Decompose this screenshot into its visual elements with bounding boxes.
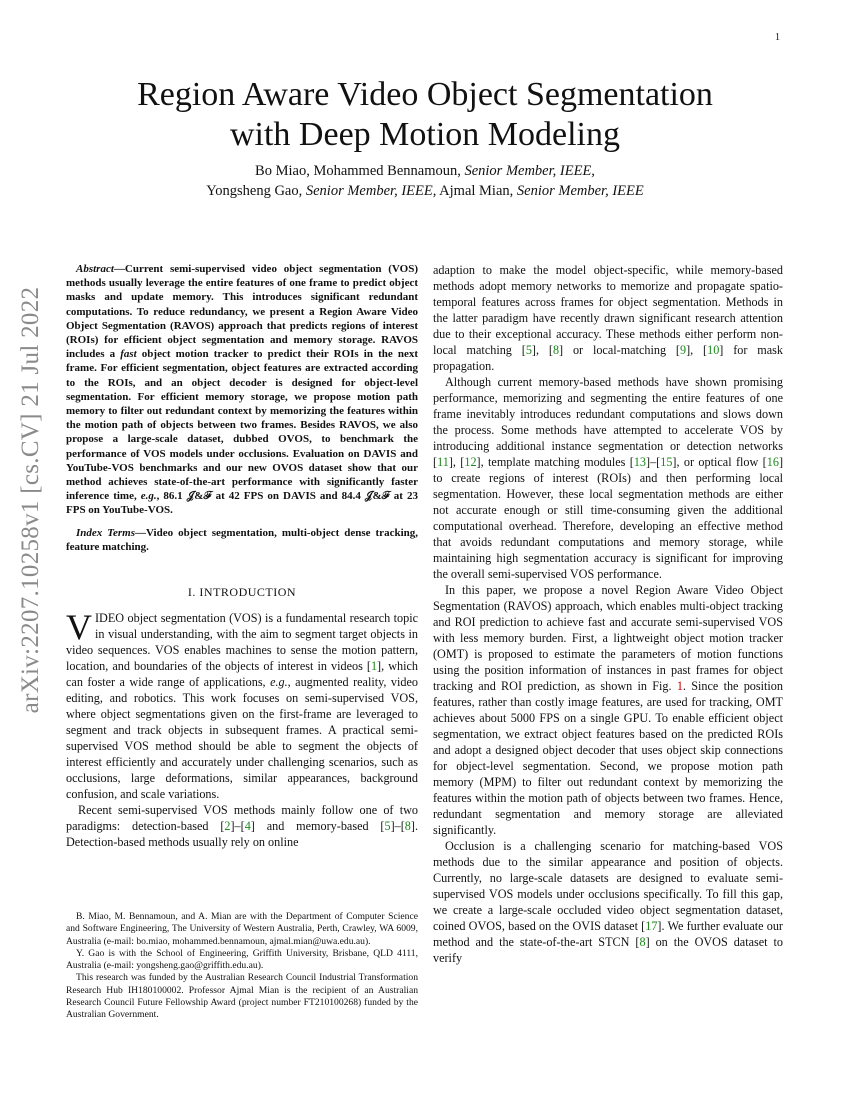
author-name-gao: Yongsheng Gao,	[206, 183, 306, 199]
right-p3-text-b: . Since the position features, rather than costly image features, are used for tracking, OMT achieves about 5000 FPS on a single GPU. To enable efficient object segmentation, we extract object features based on the predicted ROIs and adopt a designed object decoder that uses object skip connections for object-level segmentation. Second, we propose motion path memory (MPM) to filter out redundant context by memorizing the features within the motion path of objects between two frames. Hence, redundant segmentation and memory storage are alleviated significantly.	[433, 679, 783, 837]
section-heading-introduction: I. INTRODUCTION	[187, 585, 297, 600]
intro-p2-text-d: ]–[	[390, 819, 405, 834]
citation-5[interactable]: 5	[384, 819, 391, 834]
footnote-affiliation-griffith: Y. Gao is with the School of Engineering, Griffith University, Brisbane, QLD 4111, Australia (e-mail: yongsheng.gao@griffith.edu.au).	[66, 947, 418, 972]
citation-17[interactable]: 17	[645, 919, 658, 933]
right-paragraph-1	[433, 262, 783, 374]
abstract-text-3: , 86.1 𝒥&ℱ at 42 FPS on DAVIS and 84.4 𝒥&ℱ at 23 FPS on YouTube-VOS.	[66, 490, 419, 517]
right-p2-text-b: ], [	[448, 455, 465, 469]
title-line-1: Region Aware Video Object Segmentation	[137, 76, 713, 113]
arxiv-identifier-text: arXiv:2207.10258v1 [cs.CV] 21 Jul 2022	[17, 286, 44, 714]
intro-p1-text-b: ], which can foster a wide range of applications,	[66, 659, 418, 690]
intro-p1-text-c: , augmented reality, video editing, and robotics. This work focuses on semi-supervised VOS, where object segmentations given on the first-frame are leveraged to segment and track objects in subsequent frames. A practical semi-supervised VOS method should be able to segment the objects of interest efficiently and accurately under challenging scenarios, such as occlusions, large deformations, similar appearances, background confusion, and scale variations.	[66, 675, 418, 802]
author-names-1: Bo Miao, Mohammed Bennamoun,	[255, 163, 465, 179]
right-paragraph-3	[433, 582, 783, 838]
intro-p1-eg: e.g.	[270, 675, 288, 690]
footnote-funding: This research was funded by the Australian Research Council Industrial Transformation Research Hub IH180100002. Professor Ajmal Mian is the recipient of an Australian Research Council Future Fellowship Award (project number FT210100268) funded by the Australian Government.	[66, 972, 418, 1021]
citation-8[interactable]: 8	[639, 935, 646, 949]
author-title-1: Senior Member, IEEE,	[464, 163, 595, 179]
right-p1-text-c: ] or local-matching [	[559, 343, 680, 357]
right-p2-text-d: ]–[	[646, 455, 661, 469]
footnote-affiliation-uwa: B. Miao, M. Bennamoun, and A. Mian are with the Department of Computer Science and Software Engineering, The University of Western Australia, Perth, Crawley, WA 6009, Australia (e-mail: bo.miao, mohammed.bennamoun, ajmal.mian@uwa.edu.au).	[66, 911, 418, 947]
abstract-text-1: —Current semi-supervised video object segmentation (VOS) methods usually leverage the entire features of one frame to predict object masks and update memory. This introduces significant redundant computations. To reduce redundancy, we present a Region Aware Video Object Segmentation (RAVOS) approach that predicts regions of interest (ROIs) for efficient object segmentation and memory storage. RAVOS includes a	[66, 263, 418, 361]
right-p2-text-f: ] to create regions of interest (ROIs) and then performing local segmentation. However, these local segmentation methods are either not accurate enough or still time-consuming given the additional computational overhead. Therefore, developing an effective method that avoids redundant computations and memory storage, while maintaining high segmentation accuracy is significant for improving the overall semi-supervised VOS performance.	[433, 455, 783, 581]
index-terms-text: —Video object segmentation, multi-object dense tracking, feature matching.	[66, 526, 418, 553]
right-column	[433, 262, 783, 966]
abstract-label: Abstract	[76, 263, 114, 275]
citation-12[interactable]: 12	[464, 455, 477, 469]
right-p1-text-a: adaption to make the model object-specific, while memory-based methods adopt memory networks to memorize and propagate spatio-temporal features across frames for object segmentation. Methods in the latter paradigm have recently drawn significant research attention due to their exceptional accuracy. These methods either perform non-local matching [	[433, 263, 783, 357]
intro-p2-text-c: ] and memory-based [	[250, 819, 385, 834]
right-p3-text-a: In this paper, we propose a novel Region Aware Video Object Segmentation (RAVOS) approach, which enables multi-object tracking and ROI prediction to achieve fast and accurate semi-supervised VOS with less memory burden. First, a lightweight object motion tracker (OMT) is proposed to estimate the parameters of motion functions using the position information of instances in past frames for object tracking and ROI prediction, as shown in Fig.	[433, 583, 783, 693]
paper-title	[0, 75, 850, 155]
right-p1-text-b: ], [	[531, 343, 553, 357]
index-terms	[66, 526, 418, 554]
author-line-1	[0, 161, 850, 181]
intro-p1-text-a: IDEO object segmentation (VOS) is a fundamental research topic in visual understanding, with the aim to segment target objects in video sequences. VOS enables machines to sense the motion pattern, location, and boundaries of the objects of interest in videos [	[66, 611, 418, 674]
citation-16[interactable]: 16	[766, 455, 779, 469]
intro-paragraph-2	[66, 802, 418, 850]
citation-13[interactable]: 13	[633, 455, 647, 469]
intro-paragraph-1	[66, 607, 418, 802]
citation-5[interactable]: 5	[525, 343, 532, 357]
author-title-gao: Senior Member, IEEE,	[305, 183, 437, 199]
citation-8[interactable]: 8	[552, 343, 560, 357]
right-p4-text-b: ]. We further evaluate our method and the state-of-the-art STCN [	[433, 919, 783, 949]
citation-10[interactable]: 10	[707, 343, 720, 357]
author-title-mian: Senior Member, IEEE	[516, 183, 644, 199]
intro-p2-text-b: ]–[	[230, 819, 245, 834]
abstract-text-2: object motion tracker to predict their ROIs in the next frame. For efficient segmentation, object features are extracted according to the ROIs, and an object decoder is designed for object-level segmentation. For efficient memory storage, we propose motion path memory to filter out redundant context by memorizing the features within the motion path of objects between two frames. Besides RAVOS, we also propose a large-scale dataset, dubbed OVOS, to benchmark the performance of VOS models under occlusions. Evaluation on DAVIS and YouTube-VOS benchmarks and our new OVOS dataset show that our method achieves state-of-the-art performance with significantly faster inference time,	[66, 348, 418, 503]
abstract	[66, 262, 418, 518]
citation-2[interactable]: 2	[224, 819, 231, 834]
right-p1-text-d: ], [	[686, 343, 708, 357]
abstract-fast: fast	[120, 348, 137, 361]
citation-9[interactable]: 9	[679, 343, 687, 357]
abstract-eg: e.g.	[140, 490, 157, 503]
author-name-mian: Ajmal Mian,	[436, 183, 517, 199]
right-p2-text-e: ], or optical flow [	[672, 455, 767, 469]
right-paragraph-2	[433, 374, 783, 582]
citation-15[interactable]: 15	[660, 455, 673, 469]
intro-p2-text-a: Recent semi-supervised VOS methods mainly follow one of two paradigms: detection-based [	[66, 803, 418, 834]
citation-4[interactable]: 4	[244, 819, 251, 834]
right-p2-text-a: Although current memory-based methods have shown promising performance, memorizing and segmenting the entire features of one frame inevitably introduces redundant computations and slows down the process. Some methods have attempted to accelerate VOS by introducing additional instance segmentation or detection networks [	[433, 375, 783, 469]
left-column	[66, 262, 418, 850]
right-p4-text-a: Occlusion is a challenging scenario for matching-based VOS methods due to the similar appearance and position of objects. Currently, no large-scale datasets are designed to evaluate semi-supervised VOS models under occlusions specifically. To fill this gap, we create a large-scale occluded video object segmentation dataset, coined OVOS, based on the OVIS dataset [	[433, 839, 783, 933]
citation-1[interactable]: 1	[370, 659, 378, 674]
author-list	[0, 161, 850, 201]
intro-p2-text-e: ]. Detection-based methods usually rely on online	[66, 819, 418, 850]
citation-11[interactable]: 11	[437, 455, 449, 469]
index-terms-label: Index Terms	[76, 526, 135, 539]
figure-reference-1[interactable]: 1	[676, 679, 683, 693]
footnotes	[66, 911, 418, 1022]
citation-8[interactable]: 8	[404, 819, 411, 834]
right-p2-text-c: ], template matching modules [	[476, 455, 634, 469]
right-paragraph-4	[433, 838, 783, 966]
right-p1-text-e: ] for mask propagation.	[433, 343, 783, 373]
page-number: 1	[775, 32, 780, 43]
right-p4-text-c: ] on the OVOS dataset to verify	[433, 935, 783, 965]
author-line-2	[0, 181, 850, 201]
title-line-2: with Deep Motion Modeling	[229, 116, 621, 153]
drop-cap: V	[66, 607, 92, 648]
arxiv-identifier-stamp	[8, 286, 54, 714]
